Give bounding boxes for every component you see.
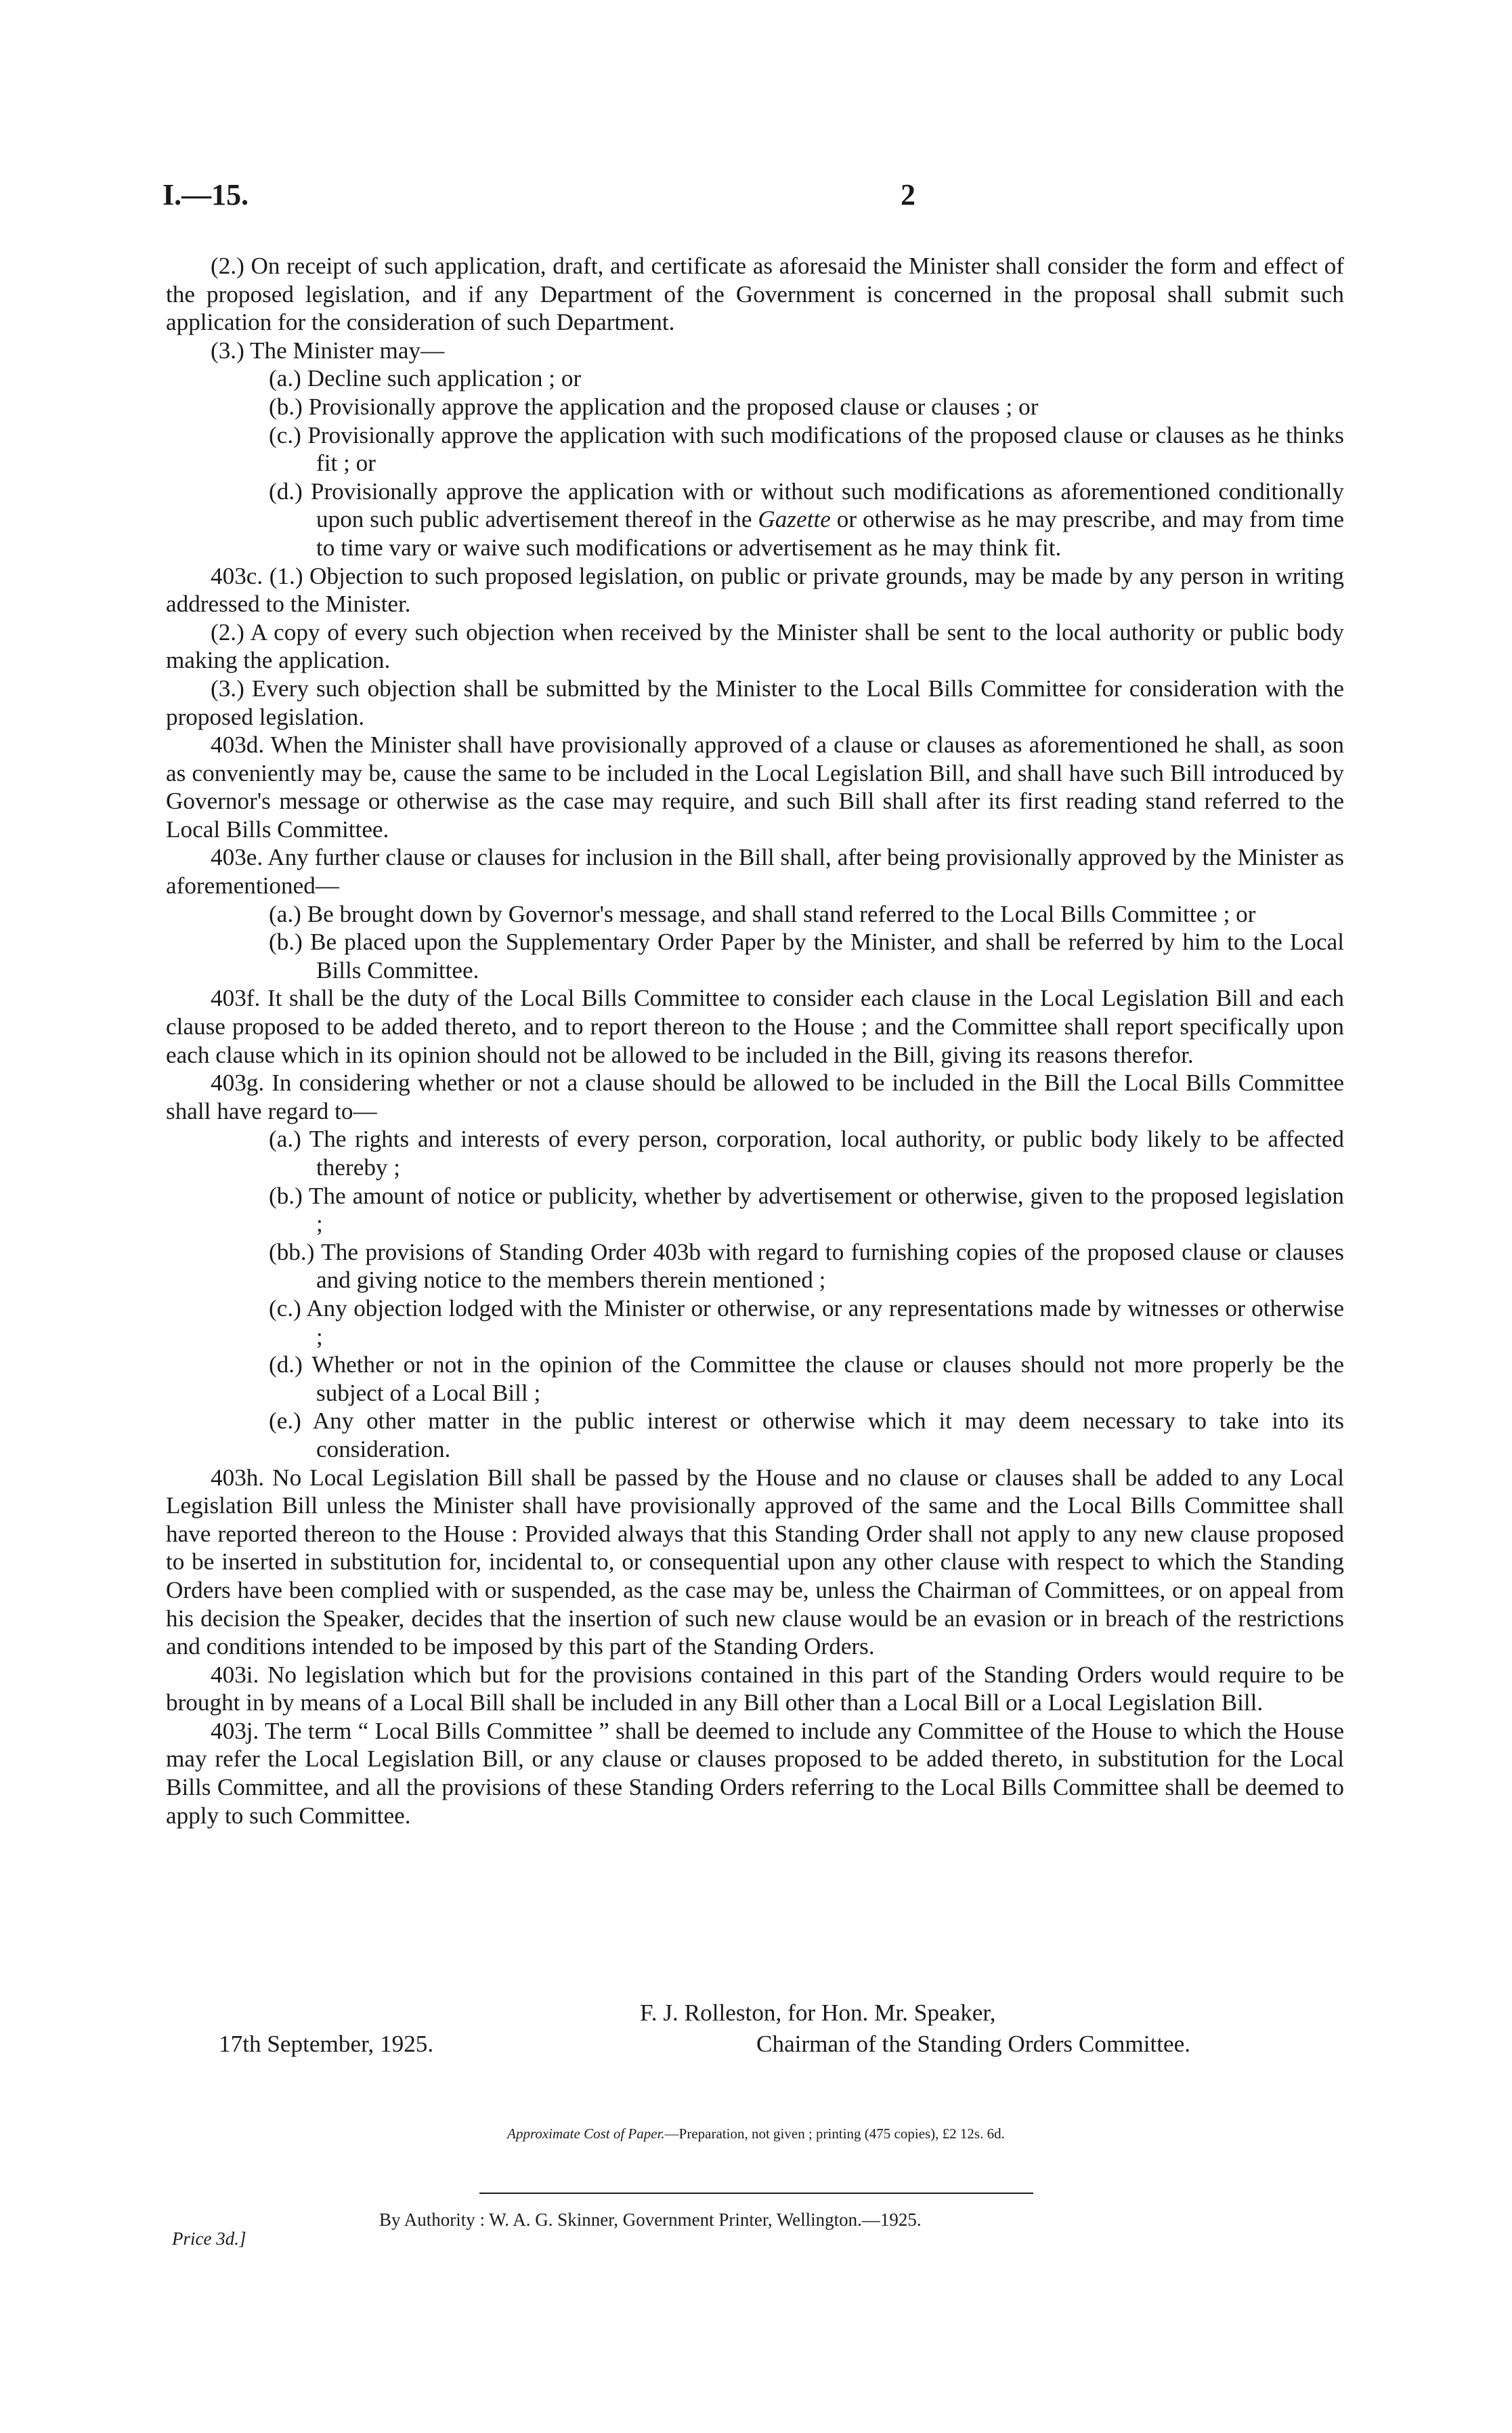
item-3b: (b.) Provisionally approve the application and the proposed clause or clauses ; or [269,393,1039,420]
section-403c-2: (2.) A copy of every such objection when received by the Minister shall be sent to the local authority or public body making the application. [166,618,1344,674]
item-403g-a: (a.) The rights and interests of every person, corporation, local authority, or public body likely to be affected thereby ; [269,1126,1344,1181]
cost-of-paper [0,2125,1512,2142]
footer-divider [479,2193,1033,2194]
signature-block [166,2000,1344,2060]
item-3d-text-end: or otherwise as he may prescribe, and may from time to time vary or waive such modifications or advertisement as he may think fit. [316,506,1344,561]
signatory-name: F. J. Rolleston, for Hon. Mr. Speaker, [640,2000,996,2026]
page-number: 2 [901,178,915,211]
section-403c-1: 403c. (1.) Objection to such proposed legislation, on public or private grounds, may be made by any person in writing addressed to the Minister. [166,562,1344,618]
item-403g-c: (c.) Any objection lodged with the Minister or otherwise, or any representations made by witnesses or otherwise ; [269,1294,1344,1350]
item-403e-b: (b.) Be placed upon the Supplementary Order Paper by the Minister, and shall be referred by him to the Local Bills Committee. [269,929,1344,983]
item-403g-e: (e.) Any other matter in the public interest or otherwise which it may deem necessary to take into its consideration. [269,1408,1344,1462]
signature-date: 17th September, 1925. [219,2031,434,2057]
section-403g: 403g. In considering whether or not a clause should be allowed to be included in the Bill the Local Bills Committee shall have regard to— [166,1070,1344,1124]
signatory-title: Chairman of the Standing Orders Committee. [756,2031,1191,2057]
section-403f: 403f. It shall be the duty of the Local Bills Committee to consider each clause in the Local Legislation Bill and each clause proposed to be added thereto, and to report thereon to the House ; and the Committee shall report specifically upon each clause which in its opinion should not be allowed to be included in the Bill, giving its reasons therefor. [166,985,1344,1068]
section-403e: 403e. Any further clause or clauses for inclusion in the Bill shall, after being provisionally approved by the Minister as aforementioned— [166,844,1344,900]
item-403g-d: (d.) Whether or not in the opinion of the Committee the clause or clauses should not more properly be the subject of a Local Bill ; [269,1351,1344,1406]
document-reference: I.—15. [163,178,249,211]
cost-text: —Preparation, not given ; printing (475 copies), £2 12s. 6d. [664,2125,1005,2142]
printer-authority: By Authority : W. A. G. Skinner, Government Printer, Wellington.—1925. [379,2209,922,2230]
section-403i: 403i. No legislation which but for the provisions contained in this part of the Standing Orders would require to be brought in by means of a Local Bill shall be included in any Bill other than a Local Bill or a Local Legislation Bill. [166,1661,1344,1716]
paragraph-2: (2.) On receipt of such application, draft, and certificate as aforesaid the Minister shall consider the form and effect of the proposed legislation, and if any Department of the Government is concerned in the proposal shall submit such application for the consideration of such Department. [166,253,1344,336]
section-403j: 403j. The term “ Local Bills Committee ” shall be deemed to include any Committee of the House to which the House may refer the Local Legislation Bill, or any clause or clauses proposed to be added thereto, in substitution for the Local Bills Committee, and all the provisions of these Standing Orders referring to the Local Bills Committee shall be deemed to apply to such Committee. [166,1717,1344,1829]
price: Price 3d.] [172,2228,246,2249]
item-3c: (c.) Provisionally approve the application with such modifications of the proposed clause or clauses as he thinks fit ; or [269,421,1344,477]
gazette-italic: Gazette [758,506,831,533]
item-3a: (a.) Decline such application ; or [269,365,582,392]
page-header [163,177,1354,218]
item-403g-b: (b.) The amount of notice or publicity, whether by advertisement or otherwise, given to the proposed legislation ; [269,1182,1344,1237]
item-3d-text-start: (d.) Provisionally approve the application with or without such modifications as aforementioned conditionally upon such public advertisement thereof in the [269,478,1344,533]
item-3d [269,478,1344,562]
cost-label: Approximate Cost of Paper. [507,2125,665,2142]
item-403e-a: (a.) Be brought down by Governor's message, and shall stand referred to the Local Bills Committee ; or [269,900,1256,927]
section-403d: 403d. When the Minister shall have provisionally approved of a clause or clauses as aforementioned he shall, as soon as conveniently may be, cause the same to be included in the Local Legislation Bill, and shall have such Bill introduced by Governor's message or otherwise as the case may require, and such Bill shall after its first reading stand referred to the Local Bills Committee. [166,732,1344,843]
standing-orders-text [166,252,1344,1829]
paragraph-3: (3.) The Minister may— [211,337,445,364]
item-403g-bb: (bb.) The provisions of Standing Order 403b with regard to furnishing copies of the proposed clause or clauses and giving notice to the members therein mentioned ; [269,1238,1344,1294]
section-403c-3: (3.) Every such objection shall be submitted by the Minister to the Local Bills Committee for consideration with the proposed legislation. [166,675,1344,730]
section-403h: 403h. No Local Legislation Bill shall be passed by the House and no clause or clauses shall be added to any Local Legislation Bill unless the Minister shall have provisionally approved of the same and the Local Bills Committee shall have reported thereon to the House : Provided always that this Standing Order shall not apply to any new clause proposed to be inserted in substitution for, incidental to, or consequential upon any other clause with respect to which the Standing Orders have been complied with or suspended, as the case may be, unless the Chairman of Committees, or on appeal from his decision the Speaker, decides that the insertion of such new clause would be an evasion or in breach of the restrictions and conditions intended to be imposed by this part of the Standing Orders. [166,1464,1344,1660]
